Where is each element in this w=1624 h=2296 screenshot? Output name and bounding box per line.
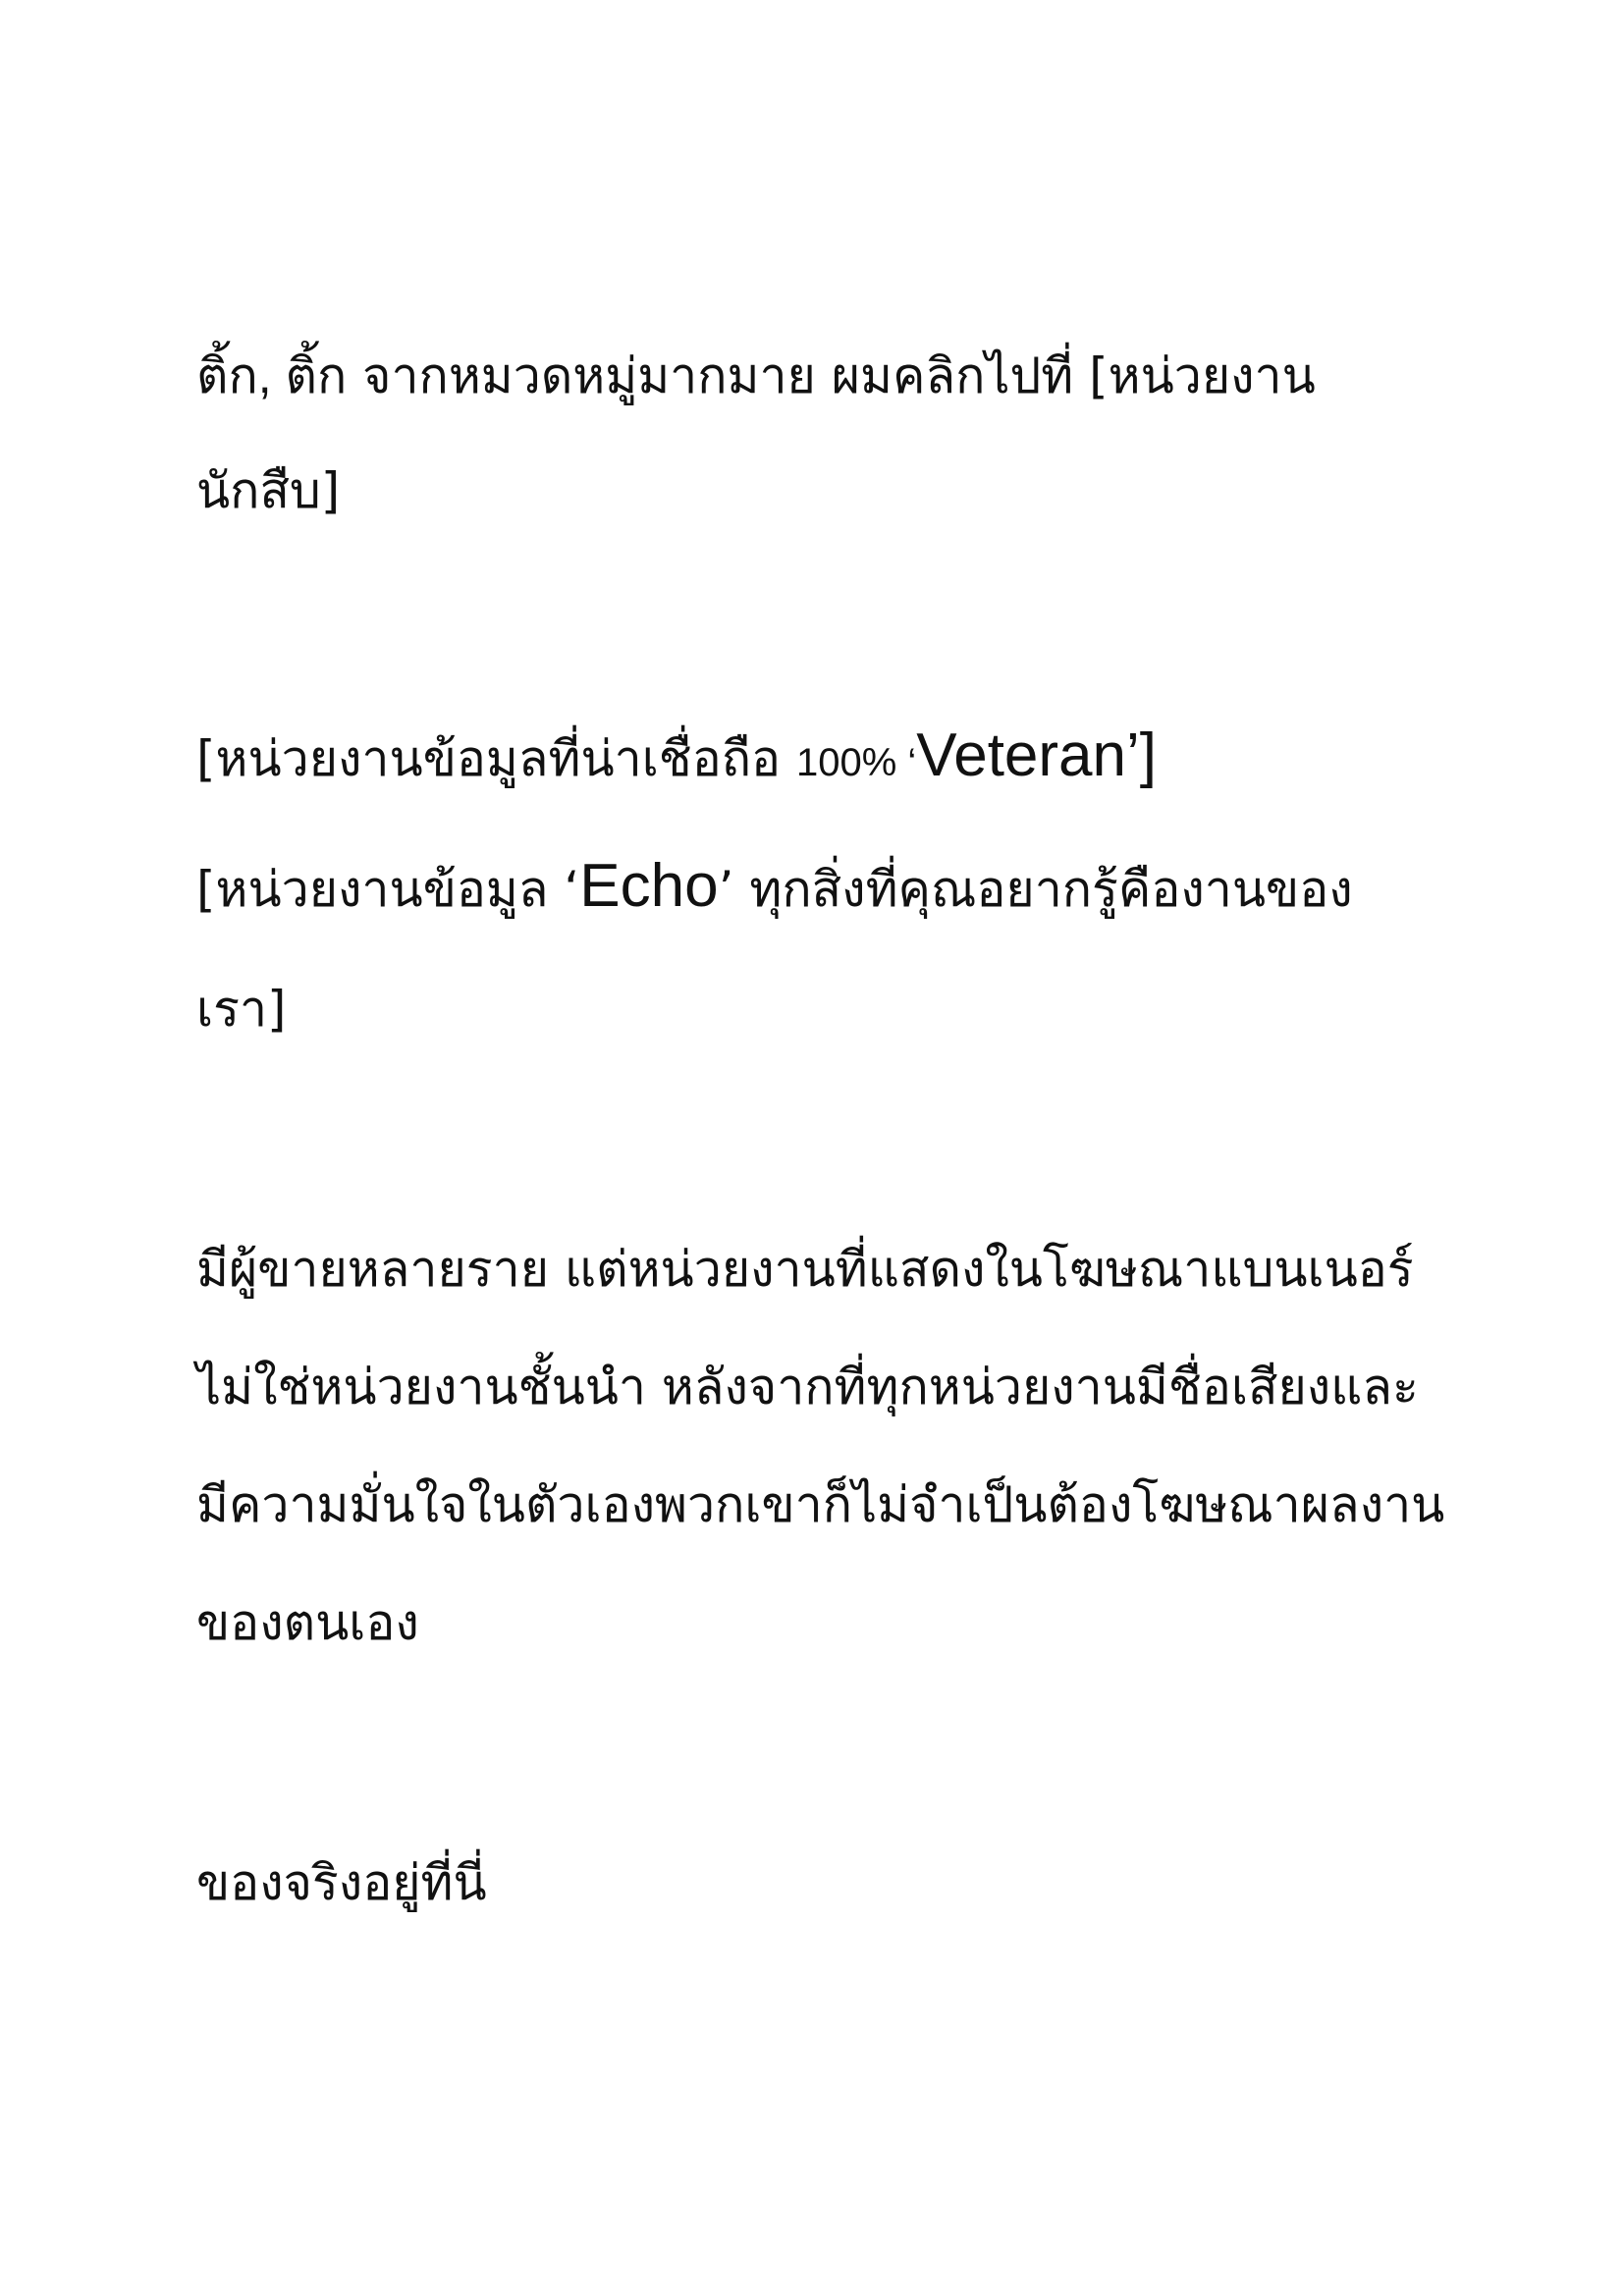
paragraph-1-line-1 xyxy=(196,342,1316,410)
paragraph-5-line-1 xyxy=(196,1848,487,1917)
text-run: มีผู้ขายหลายราย แต่หน่วยงานที่แสดงในโฆษณาแบนเนอร์ xyxy=(196,1241,1414,1298)
paragraph-4-line-2 xyxy=(196,1353,1419,1421)
paragraph-4-line-1 xyxy=(196,1235,1414,1304)
text-run: Veteran xyxy=(916,721,1127,789)
paragraph-1-line-2 xyxy=(196,456,340,525)
paragraph-4-line-3 xyxy=(196,1470,1444,1539)
text-run: ของจริงอยู่ที่นี่ xyxy=(196,1854,487,1911)
text-run: [หน่วยงานข้อมูลที่น่าเชื่อถือ xyxy=(196,730,796,787)
text-run: ไม่ใช่หน่วยงานชั้นนำ หลังจากที่ทุกหน่วยงานมีชื่อเสียงและ xyxy=(196,1359,1419,1415)
paragraph-2-line-1 xyxy=(196,721,1157,797)
text-run: ของตนเอง xyxy=(196,1594,419,1651)
text-run: ติ้ก xyxy=(196,347,258,404)
text-run: 100% ‘ xyxy=(795,741,917,784)
text-run: , xyxy=(257,348,286,403)
text-run: มีความมั่นใจในตัวเองพวกเขาก็ไม่จำเป็นต้องโฆษณาผลงาน xyxy=(196,1476,1445,1533)
text-run: [หน่วยงานข้อมูล ‘ xyxy=(196,861,580,918)
text-run: ติ้ก จากหมวดหมู่มากมาย ผมคลิกไปที่ [หน่วยงาน xyxy=(285,347,1316,404)
text-run: เรา] xyxy=(196,981,287,1038)
paragraph-4-line-4 xyxy=(196,1588,419,1657)
paragraph-3-line-1 xyxy=(196,852,1353,924)
text-run: ’] xyxy=(1126,721,1158,789)
paragraph-3-line-2 xyxy=(196,975,287,1043)
text-run: ’ ทุกสิ่งที่คุณอยากรู้คืองานของ xyxy=(718,861,1353,918)
text-run: Echo xyxy=(579,852,719,920)
text-run: นักสืบ] xyxy=(196,462,341,519)
